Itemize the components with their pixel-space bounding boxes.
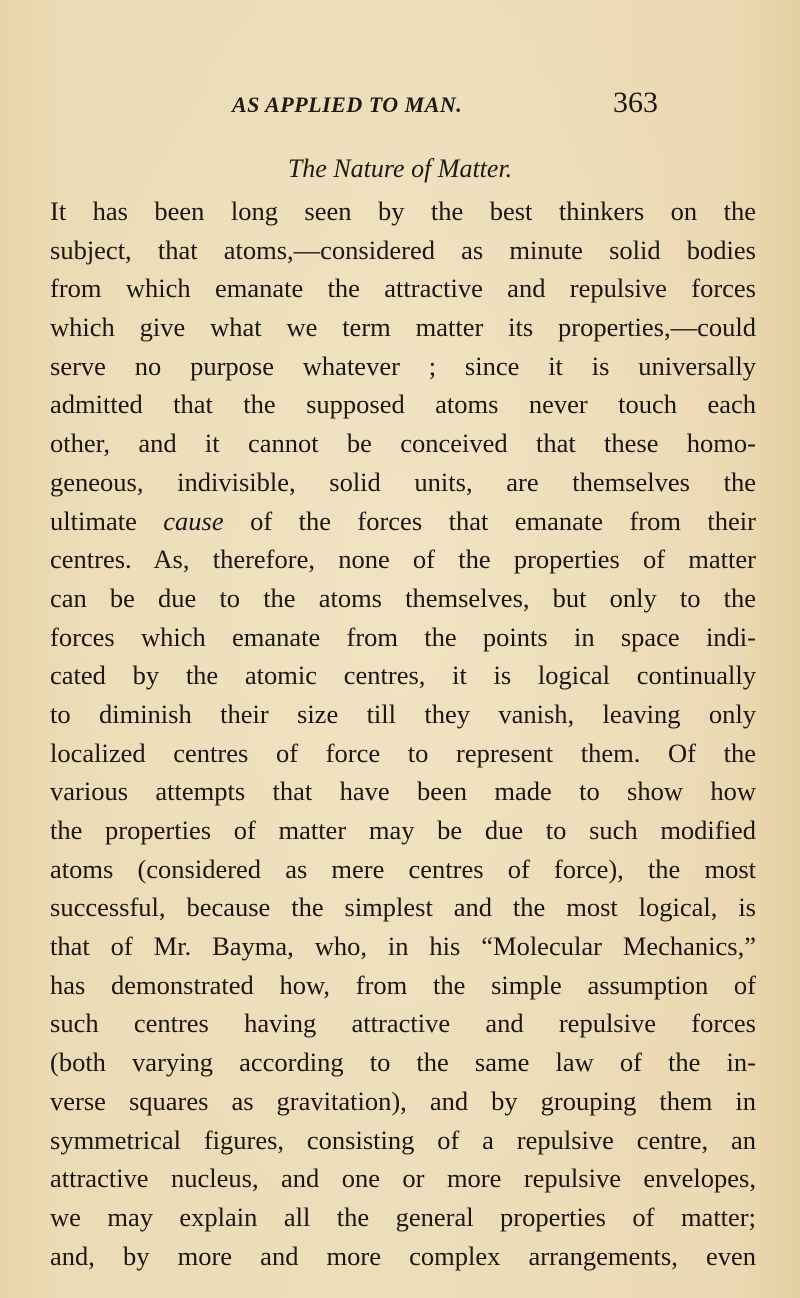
text-line: centres. As, therefore, none of the properties of matter [50,544,756,575]
text-line: and, by more and more complex arrangements, even [50,1240,756,1271]
text-line: verse squares as gravitation), and by grouping them in [50,1085,756,1116]
text-line: that of Mr. Bayma, who, in his “Molecular Mechanics,” [50,931,756,962]
text-line: successful, because the simplest and the most logical, is [50,892,756,923]
text-line: atoms (considered as mere centres of force), the most [50,853,756,884]
page-number: 363 [613,86,658,119]
text-line [50,502,756,541]
text-line: symmetrical figures, consisting of a repulsive centre, an [50,1124,756,1155]
text-line: localized centres of force to represent them. Of the [50,737,756,768]
text-line: attractive nucleus, and one or more repulsive envelopes, [50,1163,756,1194]
text-line: can be due to the atoms themselves, but only to the [50,582,756,613]
text-line: to diminish their size till they vanish, leaving only [50,698,756,729]
text-line: from which emanate the attractive and repulsive forces [50,273,756,304]
text-line: subject, that atoms,—considered as minute solid bodies [50,234,756,265]
text-segment: ultimate [50,505,164,536]
text-line: cated by the atomic centres, it is logical continually [50,660,756,691]
text-line: various attempts that have been made to show how [50,776,756,807]
text-line: serve no purpose whatever ; since it is universally [50,350,756,381]
text-line: admitted that the supposed atoms never touch each [50,389,756,420]
italic-word: cause [163,505,224,536]
text-line: the properties of matter may be due to such modified [50,815,756,845]
text-segment: of the forces that emanate from their [223,505,756,536]
text-line: such centres having attractive and repulsive forces [50,1008,756,1039]
text-line: has demonstrated how, from the simple assumption of [50,969,756,1000]
text-line: It has been long seen by the best thinkers on the [50,196,756,226]
section-title: The Nature of Matter. [287,154,513,183]
text-line: forces which emanate from the points in space indi- [50,621,756,652]
text-line: we may explain all the general properties of matter; [50,1201,756,1232]
body-paragraph [50,192,756,1275]
text-line: which give what we term matter its properties,—could [50,312,756,343]
page-header [232,86,664,126]
text-line: geneous, indivisible, solid units, are themselves the [50,466,756,497]
running-title: AS APPLIED TO MAN. [232,92,463,117]
text-line: (both varying according to the same law of the in- [50,1047,756,1078]
text-line: other, and it cannot be conceived that these homo- [50,428,756,459]
